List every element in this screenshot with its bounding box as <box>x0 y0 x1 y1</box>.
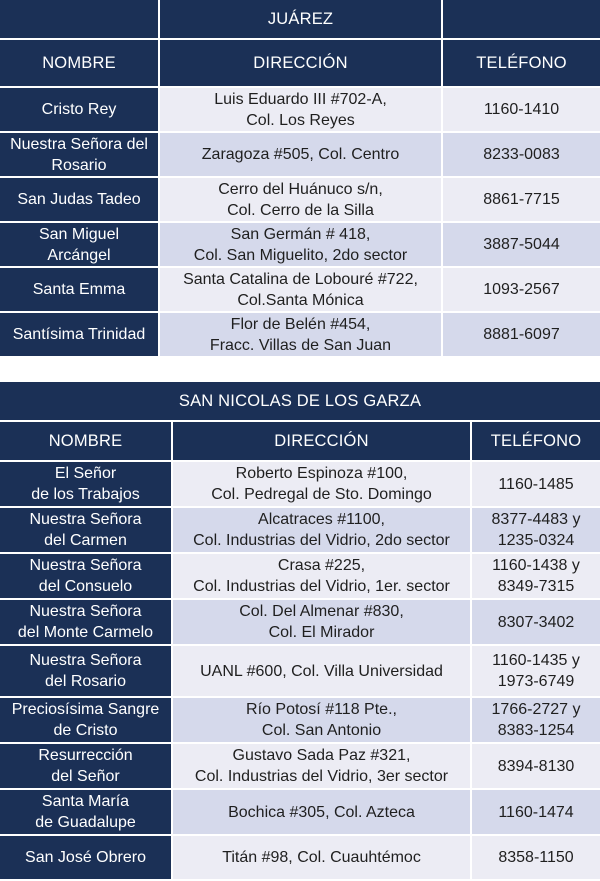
cell-address: UANL #600, Col. Villa Universidad <box>173 646 472 698</box>
cell-phone: 3887-5044 <box>443 223 600 268</box>
table-row <box>0 790 600 836</box>
cell-address: Alcatraces #1100, Col. Industrias del Vidrio, 2do sector <box>173 508 472 554</box>
column-header-row <box>0 422 600 462</box>
table-juarez <box>0 0 600 358</box>
cell-phone: 8881-6097 <box>443 313 600 358</box>
cell-address: San Germán # 418, Col. San Miguelito, 2do sector <box>160 223 443 268</box>
header-name: NOMBRE <box>0 40 160 88</box>
cell-name: San Judas Tadeo <box>0 178 160 223</box>
section-title-row <box>0 382 600 422</box>
cell-name: Nuestra Señora del Consuelo <box>0 554 173 600</box>
cell-phone: 1160-1435 y 1973-6749 <box>472 646 600 698</box>
header-phone: TELÉFONO <box>472 422 600 462</box>
cell-phone: 8358-1150 <box>472 836 600 881</box>
cell-phone: 8307-3402 <box>472 600 600 646</box>
table-row <box>0 462 600 508</box>
table-row <box>0 698 600 744</box>
cell-address: Roberto Espinoza #100, Col. Pedregal de Sto. Domingo <box>173 462 472 508</box>
cell-address: Flor de Belén #454, Fracc. Villas de San Juan <box>160 313 443 358</box>
header-phone: TELÉFONO <box>443 40 600 88</box>
cell-name: Nuestra Señora del Carmen <box>0 508 173 554</box>
cell-address: Crasa #225, Col. Industrias del Vidrio, 1er. sector <box>173 554 472 600</box>
table-row <box>0 178 600 223</box>
cell-address: Titán #98, Col. Cuauhtémoc <box>173 836 472 881</box>
cell-name: Nuestra Señora del Rosario <box>0 133 160 178</box>
cell-name: San José Obrero <box>0 836 173 881</box>
cell-phone: 8377-4483 y 1235-0324 <box>472 508 600 554</box>
cell-name: Preciosísima Sangre de Cristo <box>0 698 173 744</box>
cell-phone: 1160-1474 <box>472 790 600 836</box>
cell-name: Santísima Trinidad <box>0 313 160 358</box>
cell-phone: 1160-1410 <box>443 88 600 133</box>
table-row <box>0 554 600 600</box>
cell-name: San Miguel Arcángel <box>0 223 160 268</box>
cell-address: Zaragoza #505, Col. Centro <box>160 133 443 178</box>
table-row <box>0 268 600 313</box>
section-title: JUÁREZ <box>160 0 443 40</box>
cell-address: Luis Eduardo III #702-A, Col. Los Reyes <box>160 88 443 133</box>
table-san-nicolas <box>0 382 600 881</box>
title-spacer-right <box>443 0 600 40</box>
table-row <box>0 600 600 646</box>
table-row <box>0 646 600 698</box>
cell-name: Santa María de Guadalupe <box>0 790 173 836</box>
cell-name: Santa Emma <box>0 268 160 313</box>
cell-phone: 1160-1438 y 8349-7315 <box>472 554 600 600</box>
cell-address: Bochica #305, Col. Azteca <box>173 790 472 836</box>
header-name: NOMBRE <box>0 422 173 462</box>
cell-name: Cristo Rey <box>0 88 160 133</box>
cell-phone: 8233-0083 <box>443 133 600 178</box>
title-spacer-left <box>0 0 160 40</box>
table-row <box>0 133 600 178</box>
cell-phone: 1160-1485 <box>472 462 600 508</box>
cell-address: Río Potosí #118 Pte., Col. San Antonio <box>173 698 472 744</box>
header-address: DIRECCIÓN <box>173 422 472 462</box>
cell-name: Nuestra Señora del Monte Carmelo <box>0 600 173 646</box>
cell-address: Santa Catalina de Lobouré #722, Col.Santa Mónica <box>160 268 443 313</box>
table-row <box>0 313 600 358</box>
cell-address: Cerro del Huánuco s/n, Col. Cerro de la Silla <box>160 178 443 223</box>
column-header-row <box>0 40 600 88</box>
section-title-row <box>0 0 600 40</box>
section-title: SAN NICOLAS DE LOS GARZA <box>0 382 600 422</box>
cell-phone: 1766-2727 y 8383-1254 <box>472 698 600 744</box>
cell-address: Gustavo Sada Paz #321, Col. Industrias del Vidrio, 3er sector <box>173 744 472 790</box>
cell-phone: 8394-8130 <box>472 744 600 790</box>
header-address: DIRECCIÓN <box>160 40 443 88</box>
cell-address: Col. Del Almenar #830, Col. El Mirador <box>173 600 472 646</box>
cell-phone: 8861-7715 <box>443 178 600 223</box>
table-row <box>0 744 600 790</box>
cell-name: Resurrección del Señor <box>0 744 173 790</box>
cell-name: Nuestra Señora del Rosario <box>0 646 173 698</box>
cell-name: El Señor de los Trabajos <box>0 462 173 508</box>
table-row <box>0 223 600 268</box>
table-row <box>0 508 600 554</box>
table-row <box>0 88 600 133</box>
cell-phone: 1093-2567 <box>443 268 600 313</box>
table-row <box>0 836 600 881</box>
